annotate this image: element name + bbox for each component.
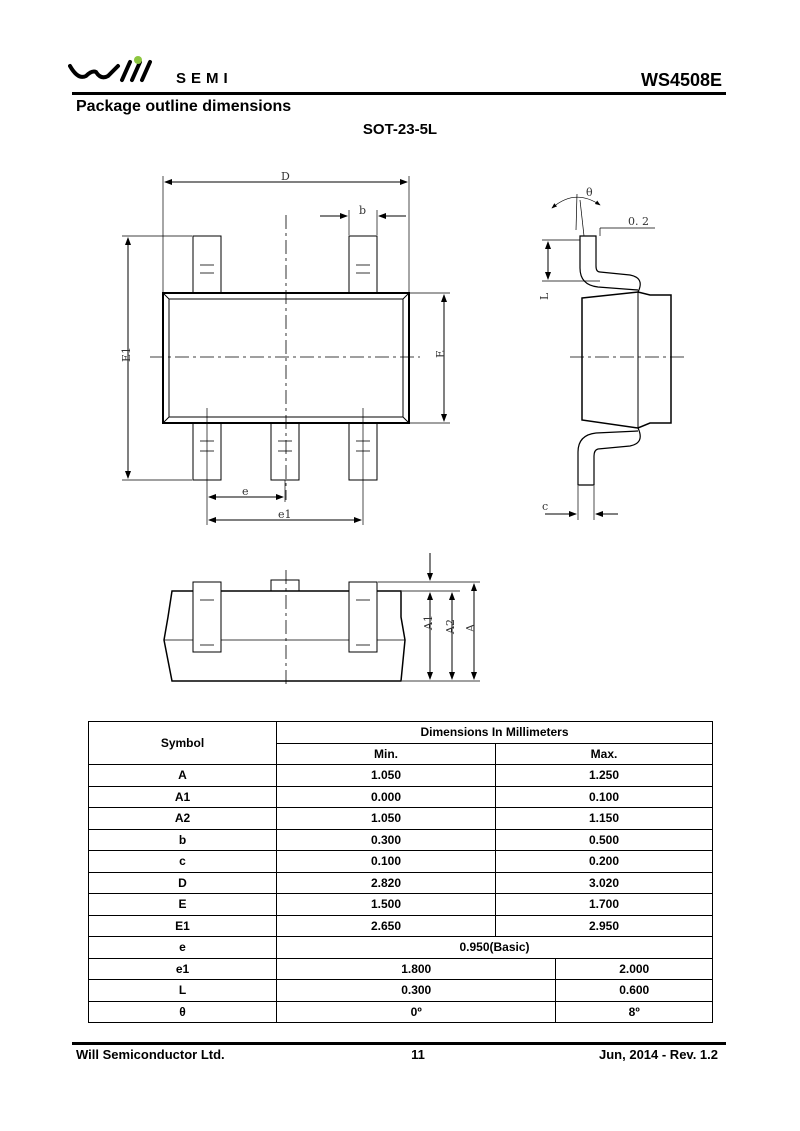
header-max: Max. bbox=[496, 743, 713, 765]
dim-label-L: L bbox=[538, 292, 551, 300]
header-dimensions-group: Dimensions In Millimeters bbox=[277, 722, 713, 744]
cell-symbol: D bbox=[89, 872, 277, 894]
dim-label-c: c bbox=[542, 500, 549, 513]
lead-bottom-center bbox=[271, 423, 299, 480]
dim-label-e: e bbox=[242, 485, 249, 498]
table-row bbox=[89, 829, 713, 851]
cell-max: 2.000 bbox=[556, 958, 713, 980]
dim-label-A: A bbox=[464, 624, 477, 632]
table-row bbox=[89, 937, 713, 959]
header-divider bbox=[72, 92, 726, 95]
cell-symbol: L bbox=[89, 980, 277, 1002]
table-row bbox=[89, 958, 713, 980]
table-row bbox=[89, 980, 713, 1002]
front-lead-right bbox=[349, 582, 377, 652]
table-row bbox=[89, 808, 713, 830]
part-number: WS4508E bbox=[640, 70, 722, 90]
dim-label-theta: θ bbox=[586, 186, 593, 199]
cell-min: 0.100 bbox=[277, 851, 496, 873]
header-symbol: Symbol bbox=[89, 722, 277, 765]
cell-symbol: A2 bbox=[89, 808, 277, 830]
table-row bbox=[89, 894, 713, 916]
side-lead-top bbox=[580, 236, 640, 292]
header-min: Min. bbox=[277, 743, 496, 765]
cell-symbol: e bbox=[89, 937, 277, 959]
cell-min: 0.300 bbox=[277, 829, 496, 851]
table-row bbox=[89, 915, 713, 937]
cell-min: 0º bbox=[277, 1001, 556, 1023]
cell-symbol: c bbox=[89, 851, 277, 873]
cell-max: 0.100 bbox=[496, 786, 713, 808]
section-title: Package outline dimensions bbox=[76, 98, 292, 115]
cell-symbol: A bbox=[89, 765, 277, 787]
cell-min: 1.050 bbox=[277, 765, 496, 787]
company-logo bbox=[68, 56, 168, 84]
lead-top-right bbox=[349, 236, 377, 293]
cell-min: 0.300 bbox=[277, 980, 556, 1002]
table-row bbox=[89, 872, 713, 894]
cell-max: 1.150 bbox=[496, 808, 713, 830]
cell-max: 1.700 bbox=[496, 894, 713, 916]
table-row bbox=[89, 851, 713, 873]
cell-basic-value: 0.950(Basic) bbox=[277, 937, 713, 959]
dim-label-e1: e1 bbox=[278, 508, 292, 521]
package-outline-drawing bbox=[100, 150, 700, 710]
dim-label-E: E bbox=[434, 349, 447, 358]
cell-symbol: E1 bbox=[89, 915, 277, 937]
side-view-body bbox=[582, 292, 671, 428]
logo-wordmark: SEMI bbox=[176, 70, 233, 87]
cell-min: 2.650 bbox=[277, 915, 496, 937]
footer-divider bbox=[72, 1042, 726, 1045]
cell-min: 0.000 bbox=[277, 786, 496, 808]
footer-page-number: 11 bbox=[411, 1047, 425, 1062]
dim-label-gauge: 0. 2 bbox=[628, 215, 649, 228]
table-row bbox=[89, 786, 713, 808]
cell-max: 3.020 bbox=[496, 872, 713, 894]
dim-label-E1: E1 bbox=[120, 346, 133, 362]
front-lead-left bbox=[193, 582, 221, 652]
table-row bbox=[89, 1001, 713, 1023]
cell-min: 2.820 bbox=[277, 872, 496, 894]
package-name: SOT-23-5L bbox=[362, 121, 438, 138]
cell-max: 0.600 bbox=[556, 980, 713, 1002]
front-lead-center bbox=[271, 580, 299, 591]
cell-symbol: b bbox=[89, 829, 277, 851]
cell-min: 1.800 bbox=[277, 958, 556, 980]
cell-symbol: A1 bbox=[89, 786, 277, 808]
side-lead-bottom bbox=[578, 428, 640, 485]
lead-top-left bbox=[193, 236, 221, 293]
cell-max: 1.250 bbox=[496, 765, 713, 787]
table-row bbox=[89, 765, 713, 787]
footer-revision: Jun, 2014 - Rev. 1.2 bbox=[599, 1047, 718, 1062]
cell-max: 0.200 bbox=[496, 851, 713, 873]
dimensions-table bbox=[88, 721, 713, 1023]
cell-max: 2.950 bbox=[496, 915, 713, 937]
cell-max: 0.500 bbox=[496, 829, 713, 851]
dim-label-A1: A1 bbox=[422, 615, 435, 630]
cell-max: 8º bbox=[556, 1001, 713, 1023]
dim-label-b: b bbox=[359, 204, 367, 217]
cell-symbol: e1 bbox=[89, 958, 277, 980]
dim-label-D: D bbox=[281, 170, 290, 183]
cell-min: 1.500 bbox=[277, 894, 496, 916]
cell-symbol: E bbox=[89, 894, 277, 916]
cell-symbol: θ bbox=[89, 1001, 277, 1023]
footer-company: Will Semiconductor Ltd. bbox=[76, 1047, 225, 1062]
cell-min: 1.050 bbox=[277, 808, 496, 830]
dim-label-A2: A2 bbox=[444, 619, 457, 634]
